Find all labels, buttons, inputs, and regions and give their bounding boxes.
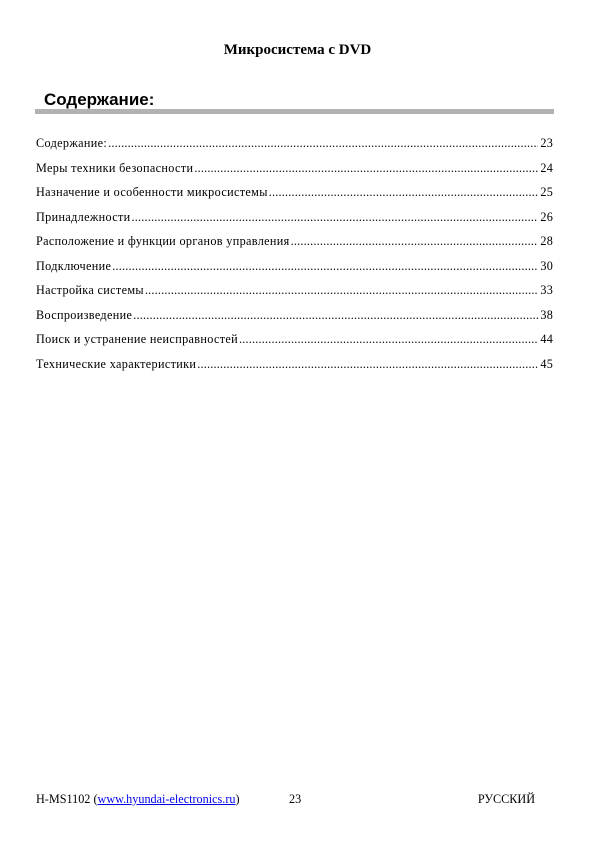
toc-entry <box>36 332 553 357</box>
table-of-contents <box>36 136 553 381</box>
toc-dot-leader <box>239 332 538 347</box>
toc-entry <box>36 234 553 259</box>
toc-entry-label: Расположение и функции органов управления <box>36 234 290 248</box>
toc-entry-page: 33 <box>540 283 553 297</box>
contents-heading: Содержание: <box>44 90 155 109</box>
toc-dot-leader <box>291 234 539 249</box>
toc-entry-page: 45 <box>540 356 553 371</box>
toc-entry <box>36 308 553 333</box>
toc-entry-label: Содержание: <box>36 136 108 150</box>
toc-entry <box>36 136 553 161</box>
toc-entry-label: Воспроизведение <box>36 307 133 322</box>
footer-website-link[interactable]: www.hyundai-electronics.ru <box>97 792 236 806</box>
footer-model-text: H-MS1102 ( <box>36 792 98 806</box>
toc-dot-leader <box>269 185 539 200</box>
toc-entry <box>36 210 553 235</box>
toc-entry-page: 28 <box>540 234 553 248</box>
toc-entry-label: Принадлежности <box>36 209 131 224</box>
toc-entry <box>36 161 553 186</box>
toc-dot-leader <box>112 259 538 274</box>
toc-entry-label: Настройка системы <box>36 283 144 297</box>
toc-entry-page: 26 <box>540 209 553 224</box>
toc-entry-page: 25 <box>540 185 553 199</box>
footer-page-number: 23 <box>289 792 302 806</box>
heading-underline-rule <box>35 109 554 114</box>
toc-entry-page: 24 <box>540 160 553 175</box>
footer-language: РУССКИЙ <box>477 792 535 806</box>
toc-entry-page: 44 <box>540 332 553 346</box>
toc-entry <box>36 259 553 284</box>
toc-dot-leader <box>132 210 539 225</box>
toc-dot-leader <box>133 308 538 323</box>
toc-dot-leader <box>197 357 538 372</box>
toc-entry <box>36 357 553 382</box>
toc-entry-label: Поиск и устранение неисправностей <box>36 332 239 346</box>
toc-entry-page: 30 <box>540 258 553 273</box>
document-title: Микросистема с DVD <box>223 42 372 58</box>
toc-entry-label: Подключение <box>36 258 112 273</box>
toc-entry-label: Назначение и особенности микросистемы <box>36 185 268 199</box>
toc-dot-leader <box>194 161 538 176</box>
toc-entry <box>36 185 553 210</box>
footer-model <box>36 792 240 807</box>
toc-dot-leader <box>145 283 538 298</box>
toc-entry-page: 38 <box>540 307 553 322</box>
toc-dot-leader <box>108 136 538 151</box>
toc-entry-label: Технические характеристики <box>36 356 197 371</box>
toc-entry-label: Меры техники безопасности <box>36 160 194 175</box>
footer-model-suffix: ) <box>235 792 240 806</box>
toc-entry <box>36 283 553 308</box>
toc-entry-page: 23 <box>540 136 553 150</box>
